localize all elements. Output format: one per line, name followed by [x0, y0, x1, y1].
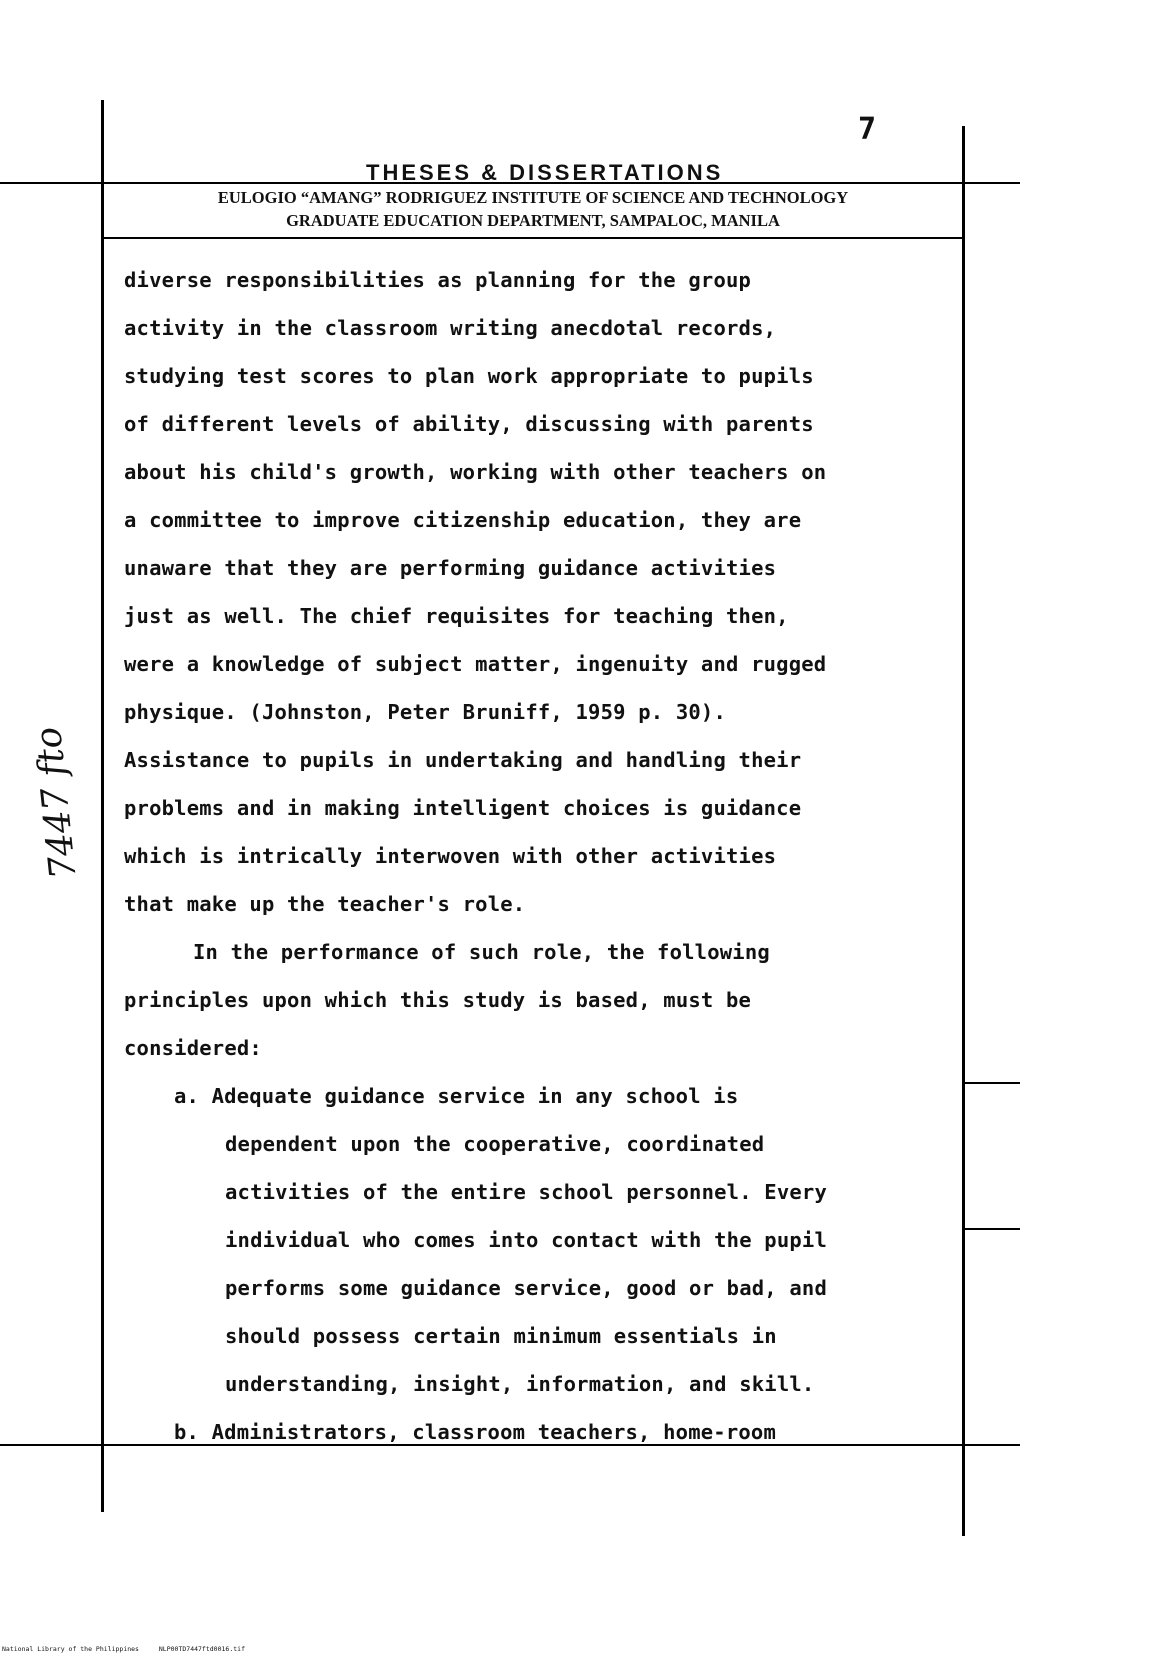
text-line: diverse responsibilities as planning for the group [124, 268, 752, 292]
body-text [124, 256, 944, 1456]
text-line: problems and in making intelligent choices is guidance [124, 796, 802, 820]
list-item-b: b. Administrators, classroom teachers, home-room [174, 1420, 777, 1444]
list-item-a: a. Adequate guidance service in any school is [174, 1084, 739, 1108]
text-line: dependent upon the cooperative, coordinated [225, 1132, 765, 1156]
library-name: National Library of the Philippines [2, 1645, 139, 1653]
header-bottom-rule [101, 237, 965, 239]
text-line: that make up the teacher's role. [124, 892, 526, 916]
page-number: 7 [858, 112, 877, 147]
department-name: GRADUATE EDUCATION DEPARTMENT, SAMPALOC, MANILA [286, 211, 780, 230]
text-line: physique. (Johnston, Peter Bruniff, 1959 p. 30). [124, 700, 727, 724]
text-line: should possess certain minimum essentials in [225, 1324, 777, 1348]
text-line: activities of the entire school personnel. Every [225, 1180, 828, 1204]
handwritten-margin-note [0, 724, 148, 881]
margin-tick [962, 1228, 1020, 1230]
text-line: activity in the classroom writing anecdotal records, [124, 316, 777, 340]
text-line: of different levels of ability, discussing with parents [124, 412, 814, 436]
institution-name: EULOGIO “AMANG” RODRIGUEZ INSTITUTE OF SCIENCE AND TECHNOLOGY [217, 188, 849, 207]
file-name: NLP00TD7447ftd0016.tif [158, 1645, 245, 1653]
scan-footer [2, 1645, 261, 1653]
text-line: In the performance of such role, the following [193, 940, 770, 964]
text-line: a committee to improve citizenship education, they are [124, 508, 802, 532]
text-line: unaware that they are performing guidance activities [124, 556, 777, 580]
text-line: Assistance to pupils in undertaking and handling their [124, 748, 802, 772]
text-line: studying test scores to plan work appropriate to pupils [124, 364, 814, 388]
text-line: which is intrically interwoven with other activities [124, 844, 777, 868]
margin-tick [962, 1082, 1020, 1084]
text-line: understanding, insight, information, and skill. [225, 1372, 815, 1396]
institution-header [101, 186, 965, 232]
text-line: principles upon which this study is based, must be [124, 988, 752, 1012]
text-line: just as well. The chief requisites for teaching then, [124, 604, 789, 628]
text-line: considered: [124, 1036, 262, 1060]
right-margin-line [962, 126, 965, 1536]
text-line: about his child's growth, working with other teachers on [124, 460, 827, 484]
text-line: were a knowledge of subject matter, ingenuity and rugged [124, 652, 827, 676]
handwritten-call-number: 7447 fto [27, 724, 85, 881]
collection-stamp: THESES & DISSERTATIONS [366, 160, 724, 185]
text-line: performs some guidance service, good or bad, and [225, 1276, 828, 1300]
text-line: individual who comes into contact with the pupil [225, 1228, 828, 1252]
